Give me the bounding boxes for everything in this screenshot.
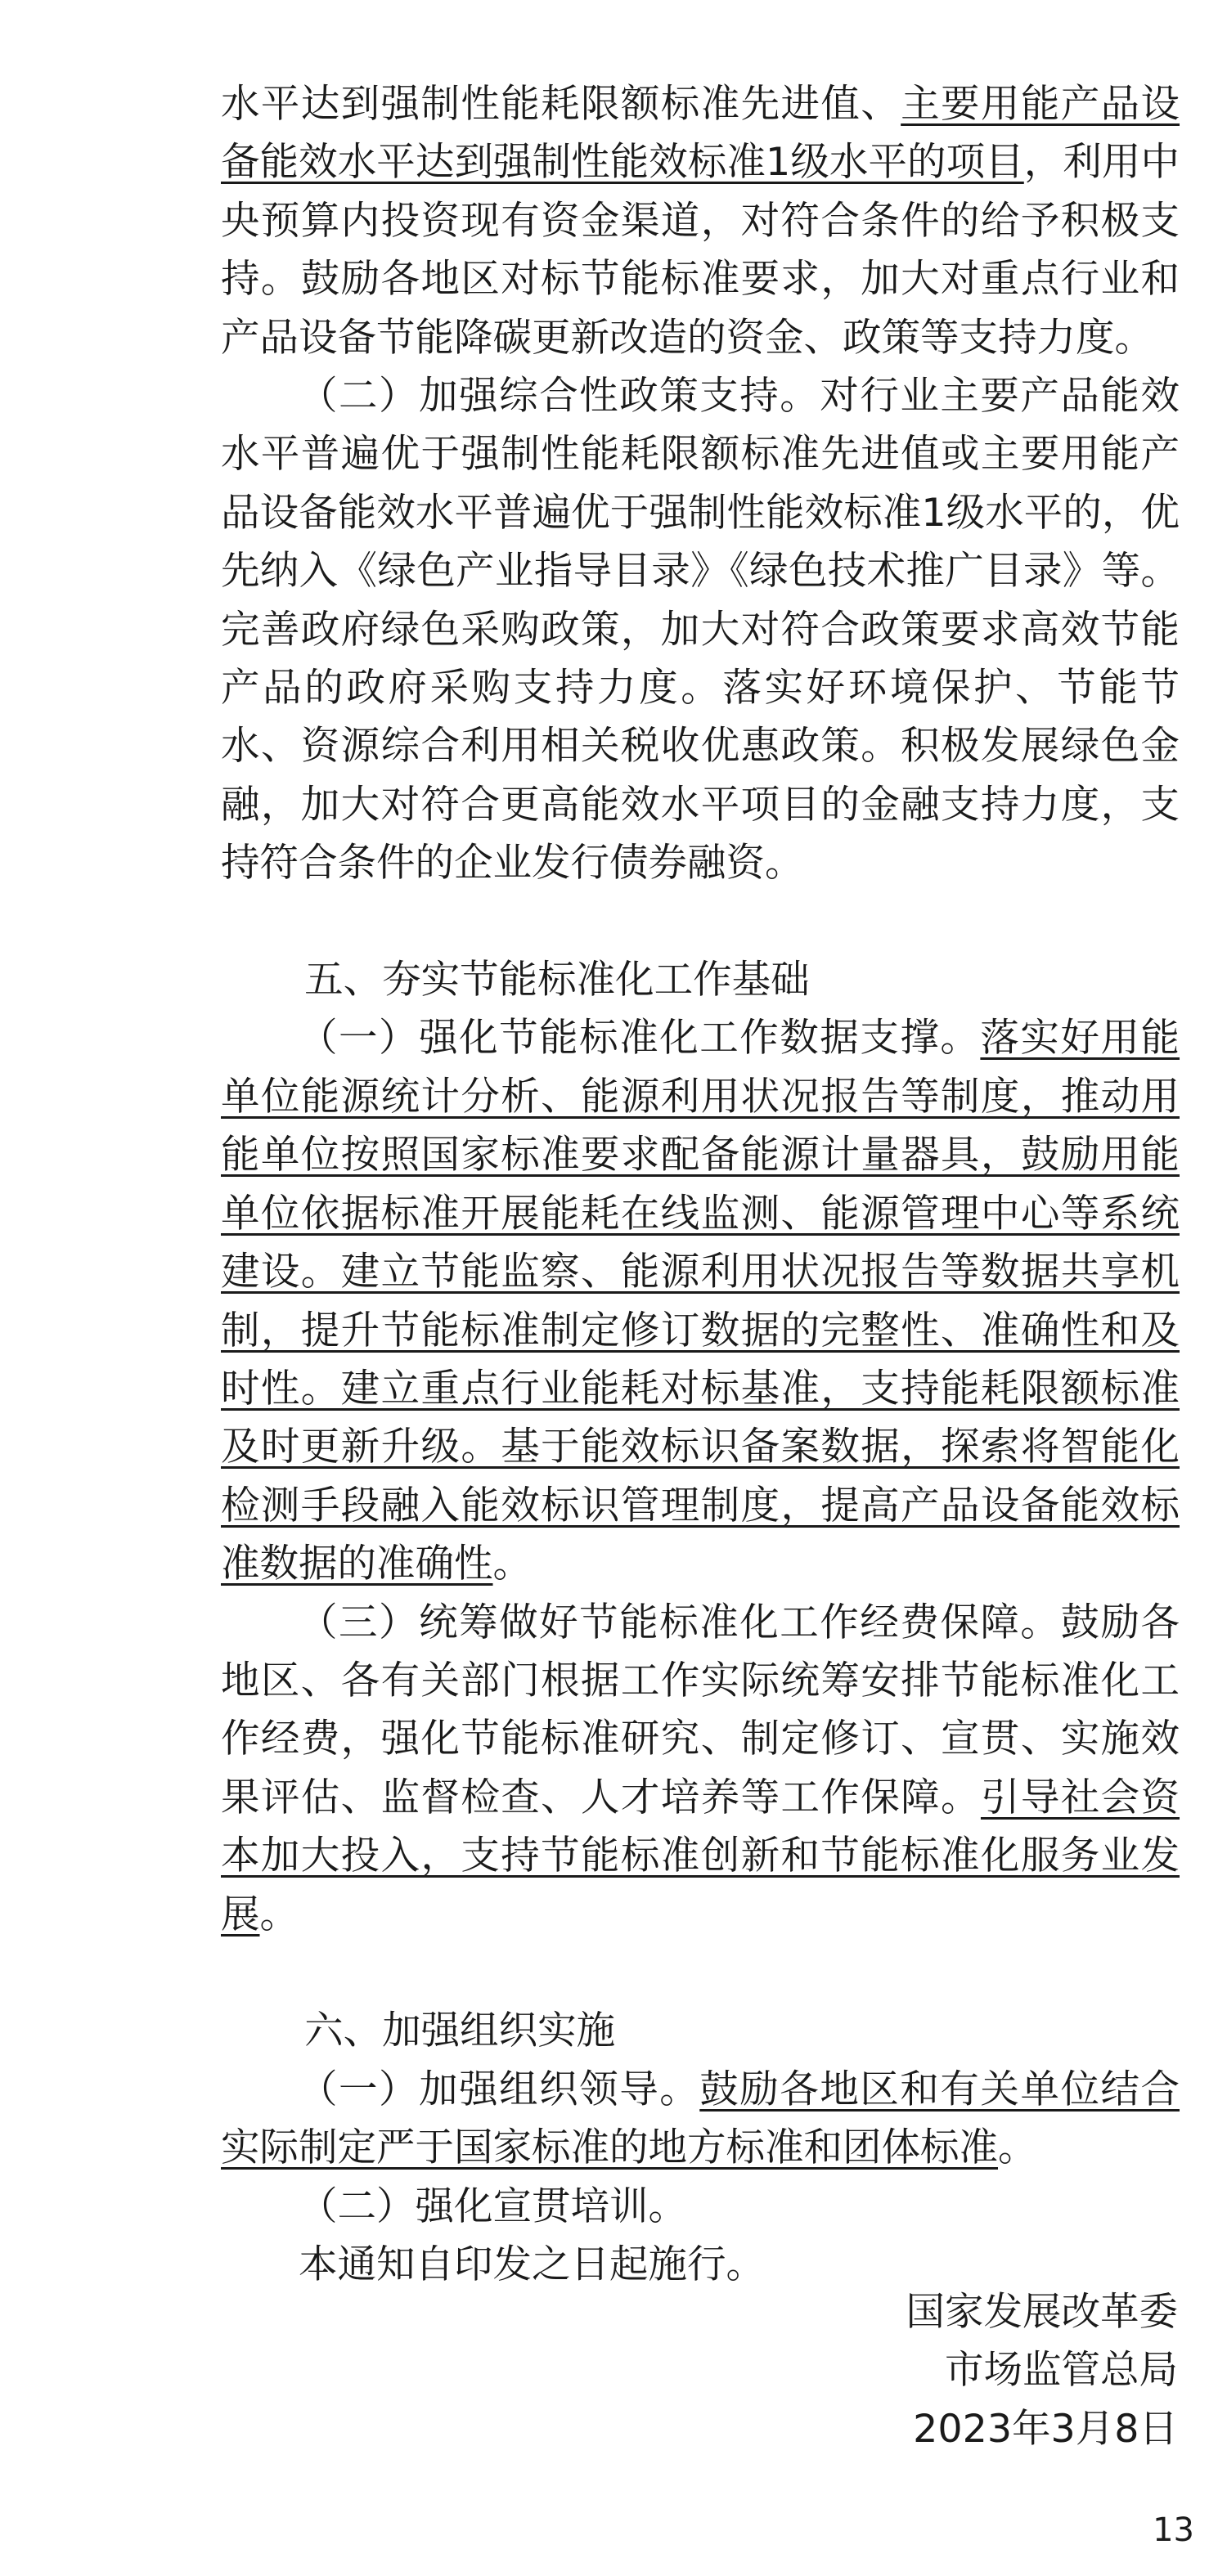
page-number: 13: [1153, 2511, 1194, 2549]
text-segment: （一）加强组织领导。: [299, 2067, 700, 2112]
paragraph-policy-support: （二）加强综合性政策支持。对行业主要产品能效水平普遍优于强制性能耗限额标准先进值或主要用能产品设备能效水平普遍优于强制性能效标准1级水平的，优先纳入《绿色产业指导目录》《绿色技术推广目录》等。完善政府绿色采购政策，加大对符合政策要求高效节能产品的政府采购支持力度。落实好环境保护、节能节水、资源综合利用相关税收优惠政策。积极发展绿色金融，加大对符合更高能效水平项目的金融支持力度，支持符合条件的企业发行债券融资。: [221, 374, 1180, 886]
underlined-text: 落实好用能单位能源统计分析、能源利用状况报告等制度，推动用能单位按照国家标准要求配备能源计量器具，鼓励用能单位依据标准开展能耗在线监测、能源管理中心等系统建设。建立节能监察、能源利用状况报告等数据共享机制，提升节能标准制定修订数据的完整性、准确性和及时性。建立重点行业能耗对标基准，支持能耗限额标准及时更新升级。基于能效标识备案数据，探索将智能化检测手段融入能效标识管理制度，提高产品设备能效标准数据的准确性: [221, 1016, 1180, 1587]
text-segment: （一）强化节能标准化工作数据支撑。: [299, 1016, 981, 1061]
section-heading-5: 五、夯实节能标准化工作基础: [304, 958, 810, 1003]
section-heading-6: 六、加强组织实施: [304, 2008, 616, 2054]
issuing-org-ndrc: 国家发展改革委: [906, 2290, 1178, 2335]
paragraph-funding-guarantee: [221, 1594, 1180, 1944]
underlined-text: 鼓励各地区和有关单位结合实际制定严于国家标准的地方标准和团体标准: [221, 2067, 1180, 2171]
paragraph-data-support: [221, 1009, 1180, 1593]
text-segment: ，利用中央预算内投资现有资金渠道，对符合条件的给予积极支持。鼓励各地区对标节能标准要求，加大对重点行业和产品设备节能降碳更新改造的资金、政策等支持力度。: [221, 140, 1180, 361]
issuing-org-samr: 市场监管总局: [945, 2348, 1178, 2394]
signature-block: [906, 2283, 1179, 2458]
paragraph-funding-support: [221, 75, 1180, 367]
text-segment: 水平达到强制性能耗限额标准先进值、: [221, 82, 901, 127]
text-segment: 。: [998, 2125, 1037, 2171]
paragraph-effective-date: 本通知自印发之日起施行。: [299, 2242, 765, 2287]
spacer: [221, 1944, 1180, 2002]
issue-date: 2023年3月8日: [913, 2406, 1178, 2452]
paragraph-organization-leadership: [221, 2061, 1180, 2178]
spacer: [221, 893, 1180, 951]
text-segment: 。: [492, 1542, 532, 1587]
underlined-text: 引导社会资本加大投入，支持节能标准创新和节能标准化服务业发展: [221, 1775, 1180, 1937]
text-segment: （三）统筹做好节能标准化工作经费保障。鼓励各地区、各有关部门根据工作实际统筹安排节能标准化工作经费，强化节能标准研究、制定修订、宣贯、实施效果评估、监督检查、人才培养等工作保障。: [221, 1600, 1180, 1820]
underlined-text: 主要用能产品设备能效水平达到强制性能效标准1级水平的项目: [221, 82, 1180, 186]
text-segment: 。: [259, 1892, 299, 1937]
document-body: [221, 75, 1180, 2294]
paragraph-training: （二）强化宣贯培训。: [299, 2183, 687, 2229]
